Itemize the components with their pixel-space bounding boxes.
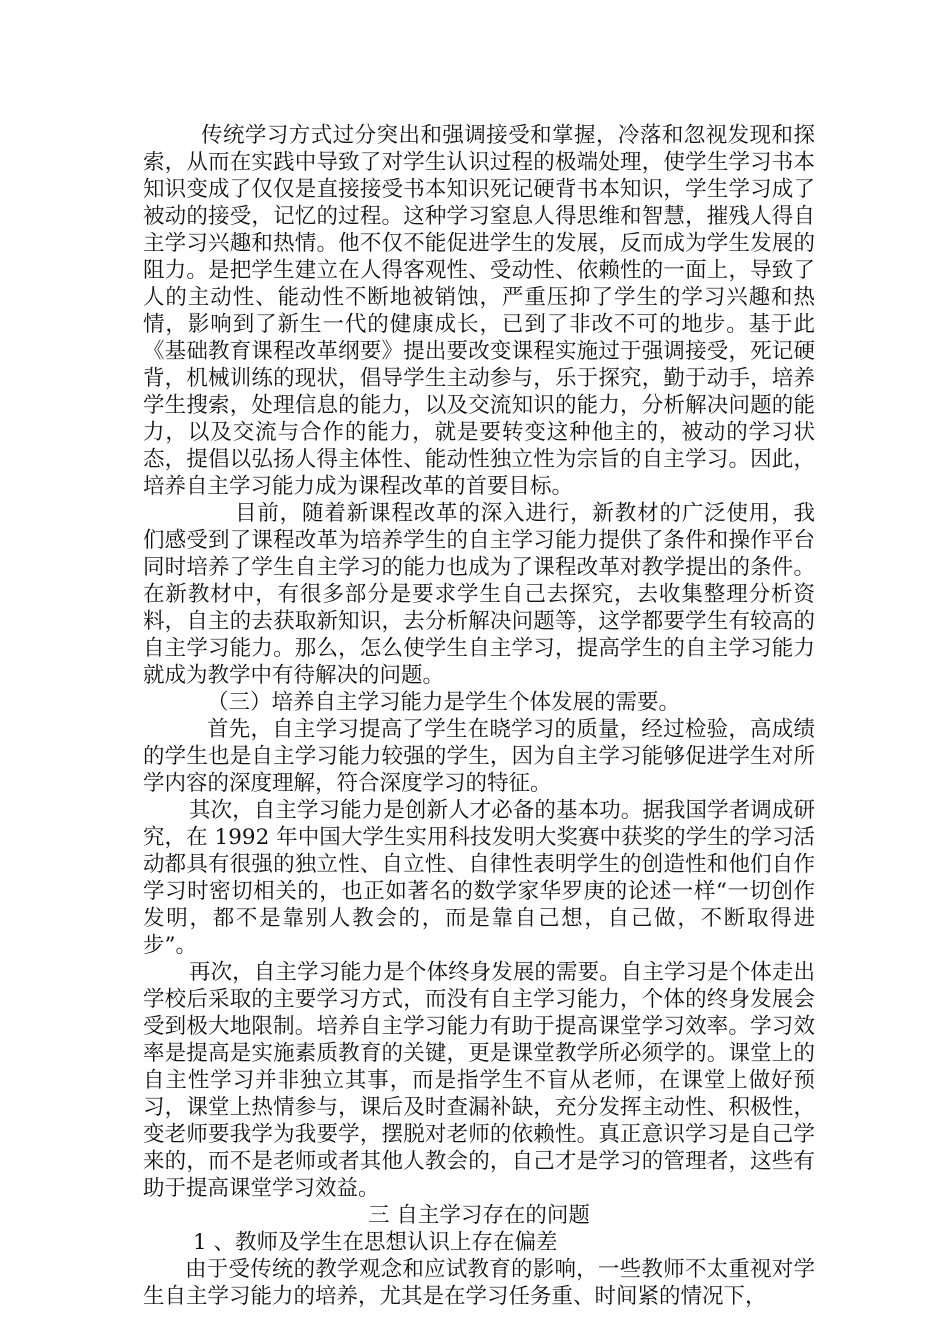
paragraph-traditional-influence: 由于受传统的教学观念和应试教育的影响，一些教师不太重视对学生自主学习能力的培养，尤其是在学习任务重、时间紧的情况下，	[143, 1257, 815, 1309]
paragraph-third-point: 再次，自主学习能力是个体终身发展的需要。自主学习是个体走出学校后采取的主要学习方式，而没有自主学习能力，个体的终身发展会受到极大地限制。培养自主学习能力有助于提高课堂学习效率。学习效率是提高是实施素质教育的关键，更是课堂教学所必须学的。课堂上的自主性学习并非独立其事，而是指学生不盲从老师，在课堂上做好预习，课堂上热情参与，课后及时查漏补缺，充分发挥主动性、积极性，变老师要我学为我要学，摆脱对老师的依赖性。真正意识学习是自己学来的，而不是老师或者其他人教会的，自己才是学习的管理者，这些有助于提高课堂学习效益。	[143, 960, 815, 1201]
subheading-teacher-student-bias: 1 、教师及学生在思想认识上存在偏差	[193, 1230, 558, 1255]
paragraph-traditional-learning: 传统学习方式过分突出和强调接受和掌握，冷落和忽视发现和探索，从而在实践中导致了对学生认识过程的极端处理，使学生学习书本知识变成了仅仅是直接接受书本知识死记硬背书本知识，学生学习成了被动的接受，记忆的过程。这种学习窒息人得思维和智慧，摧残人得自主学习兴趣和热情。他不仅不能促进学生的发展，反而成为学生发展的阻力。是把学生建立在人得客观性、受动性、依赖性的一面上，导致了人的主动性、能动性不断地被销蚀，严重压抑了学生的学习兴趣和热情，影响到了新生一代的健康成长，已到了非改不可的地步。基于此《基础教育课程改革纲要》提出要改变课程实施过于强调接受，死记硬背，机械训练的现状，倡导学生主动参与，乐于探究，勤于动手，培养学生搜索，处理信息的能力，以及交流知识的能力，分析解决问题的能力，以及交流与合作的能力，就是要转变这种他主的，被动的学习状态，提倡以弘扬人得主体性、能动性独立性为宗旨的自主学习。因此，培养自主学习能力成为课程改革的首要目标。	[143, 123, 815, 499]
section-heading-problems: 三 自主学习存在的问题	[368, 1203, 590, 1228]
paragraph-second-point: 其次，自主学习能力是创新人才必备的基本功。据我国学者调成研究，在 1992 年中国大学生实用科技发明大奖赛中获奖的学生的学习活动都具有很强的独立性、自立性、自律性表明学生的创造性和他们自作学习时密切相关的，也正如著名的数学家华罗庚的论述一样“一切创作发明，都不是靠别人教会的，而是靠自己想，自己做，不断取得进步”。	[143, 798, 815, 958]
section-heading-individual-development: （三）培养自主学习能力是学生个体发展的需要。	[207, 690, 681, 715]
document-body	[143, 122, 815, 1310]
paragraph-curriculum-reform: 目前，随着新课程改革的深入进行，新教材的广泛使用，我们感受到了课程改革为培养学生的自主学习能力提供了条件和操作平台同时培养了学生自主学习的能力也成为了课程改革对教学提出的条件。在新教材中，有很多部分是要求学生自己去探究，去收集整理分析资料，自主的去获取新知识，去分析解决问题等，这学都要学生有较高的自主学习能力。那么，怎么使学生自主学习，提高学生的自主学习能力就成为教学中有待解决的问题。	[143, 501, 815, 688]
paragraph-first-point: 首先，自主学习提高了学生在晓学习的质量，经过检验，高成绩的学生也是自主学习能力较强的学生，因为自主学习能够促进学生对所学内容的深度理解，符合深度学习的特征。	[143, 717, 815, 796]
